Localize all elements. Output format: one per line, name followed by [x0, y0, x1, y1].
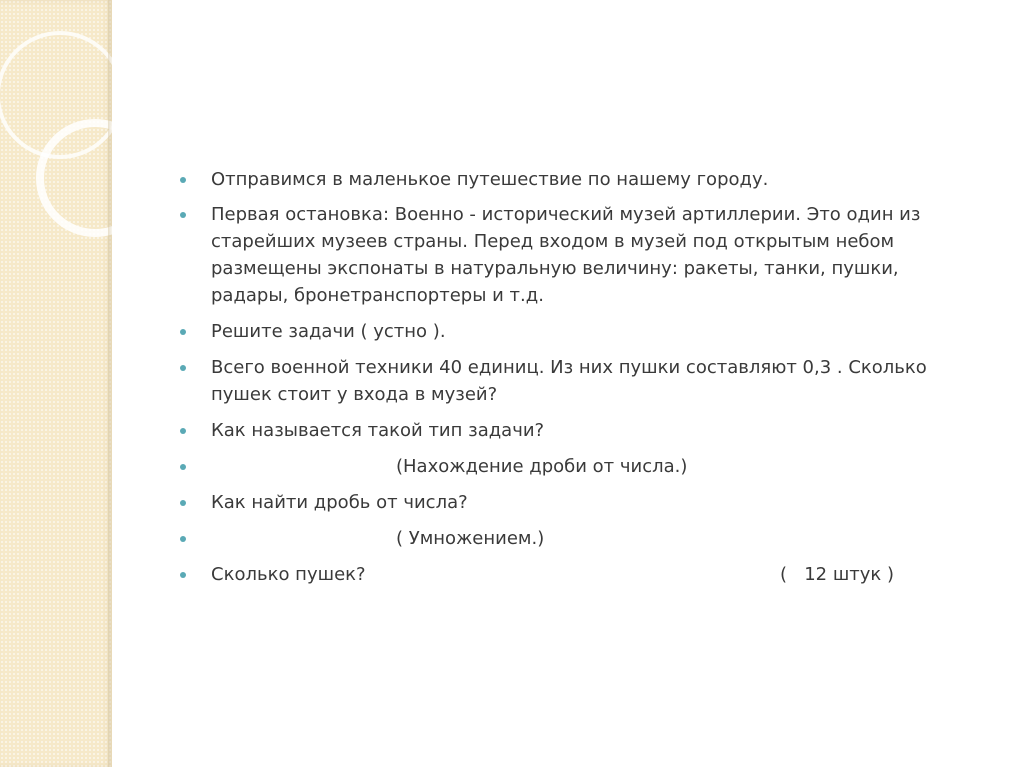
answer-text: (Нахождение дроби от числа.)	[396, 456, 688, 477]
list-item	[180, 489, 970, 516]
list-item	[180, 453, 970, 480]
bullet-dot-icon	[180, 365, 186, 371]
bullet-dot-icon	[180, 177, 186, 183]
list-item	[180, 561, 970, 588]
answer-text: ( 12 штук )	[780, 564, 895, 585]
side-panel-edge	[108, 0, 112, 767]
bullet-dot-icon	[180, 464, 186, 470]
bullet-text: Отправимся в маленькое путешествие по нашему городу.	[211, 169, 769, 190]
bullet-text: Решите задачи ( устно ).	[211, 321, 446, 342]
bullet-text: Сколько пушек?	[211, 564, 366, 585]
bullet-dot-icon	[180, 212, 186, 218]
bullet-dot-icon	[180, 536, 186, 542]
list-item	[180, 166, 970, 193]
bullet-dot-icon	[180, 572, 186, 578]
bullet-dot-icon	[180, 329, 186, 335]
list-item	[180, 201, 970, 309]
list-item	[180, 354, 970, 408]
bullet-text: Первая остановка: Военно - исторический музей артиллерии. Это один из старейших музеев страны. Перед входом в музей под открытым небом размещены экспонаты в натуральную величину: ракеты, танки, пушки, радары, бронетранспортеры и т.д.	[211, 204, 921, 306]
slide-bullet-list	[180, 166, 970, 588]
bullet-dot-icon	[180, 500, 186, 506]
bullet-text: Как найти дробь от числа?	[211, 492, 468, 513]
decorative-side-panel	[0, 0, 112, 767]
decorative-rings	[0, 0, 112, 767]
answer-text: ( Умножением.)	[396, 528, 545, 549]
list-item	[180, 417, 970, 444]
bullet-dot-icon	[180, 428, 186, 434]
bullet-text: Как называется такой тип задачи?	[211, 420, 545, 441]
list-item	[180, 525, 970, 552]
bullet-text: Всего военной техники 40 единиц. Из них пушки составляют 0,3 . Сколько пушек стоит у входа в музей?	[211, 357, 927, 405]
list-item	[180, 318, 970, 345]
